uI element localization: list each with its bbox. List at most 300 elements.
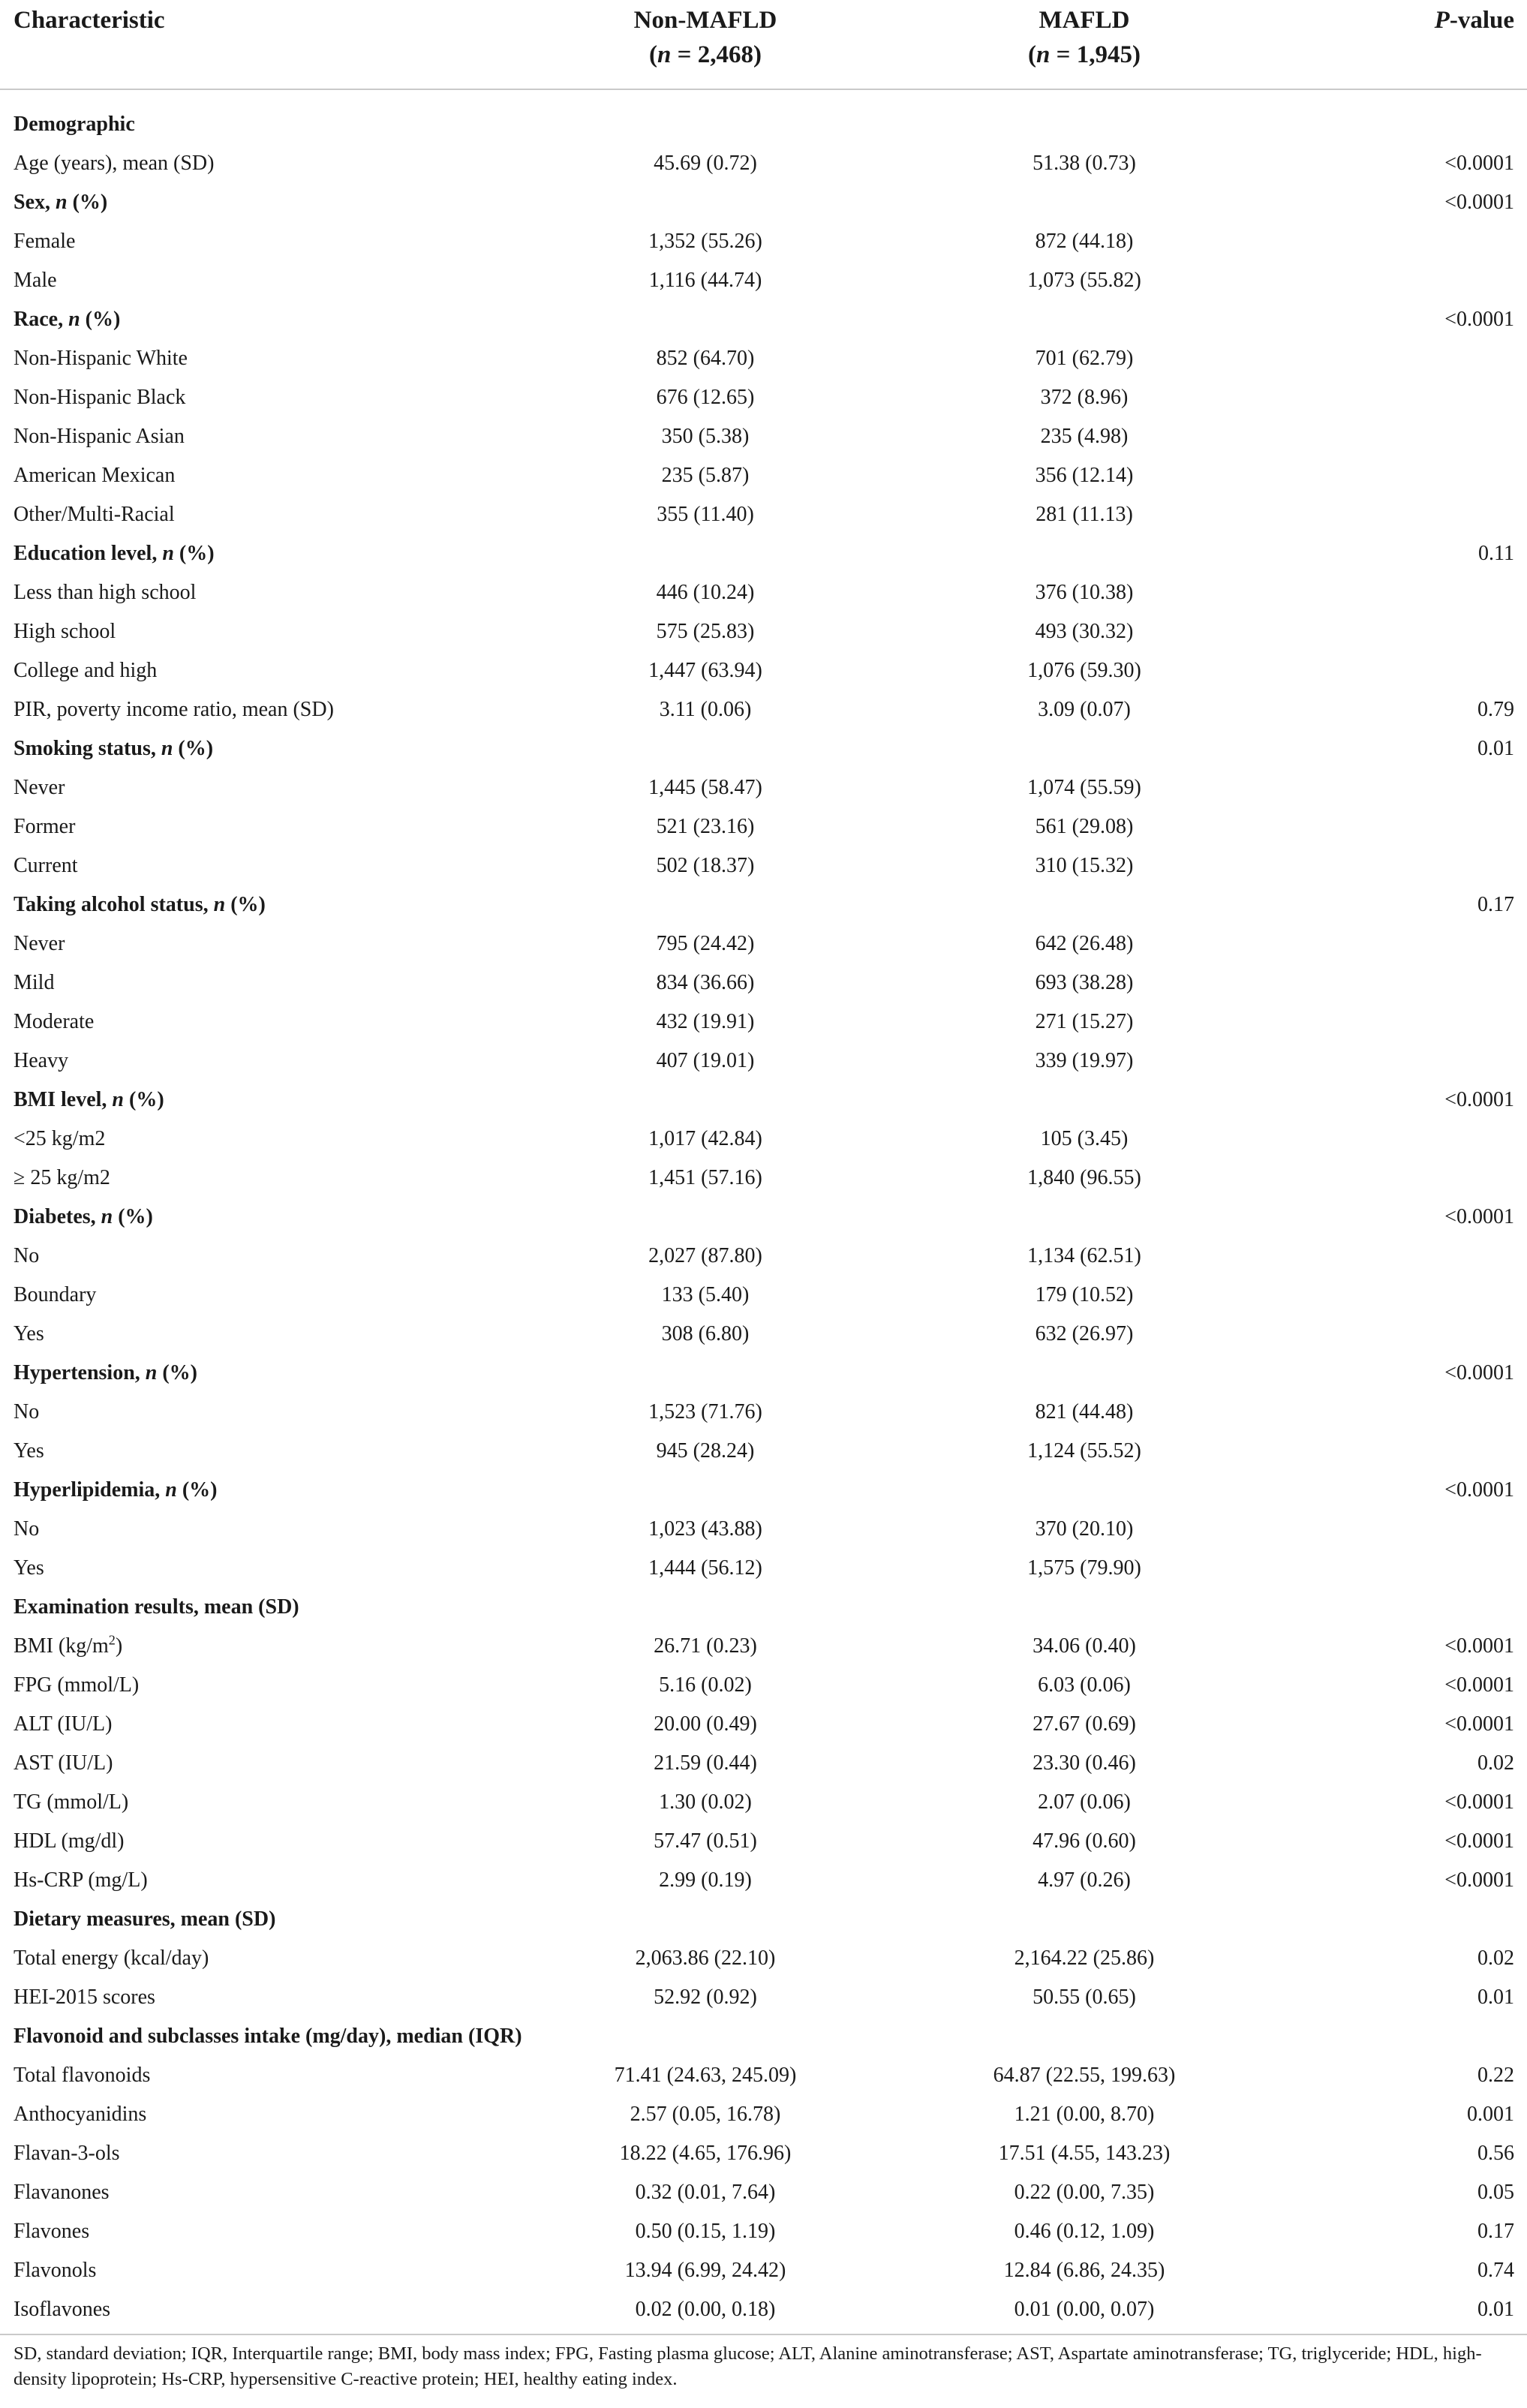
label-suffix: (%) — [225, 893, 266, 916]
n-italic: n — [68, 308, 80, 331]
mafld-value: 4.97 (0.26) — [1038, 1868, 1131, 1892]
mafld-value: 821 (44.48) — [1035, 1400, 1134, 1423]
non-mafld-value: 1,023 (43.88) — [648, 1517, 762, 1541]
mafld-value: 701 (62.79) — [1035, 347, 1134, 370]
mafld-value: 0.46 (0.12, 1.09) — [1014, 2220, 1155, 2243]
label-text: Boundary — [14, 1283, 97, 1306]
label-text: Race, — [14, 308, 69, 331]
label-text: No — [14, 1244, 40, 1267]
p-value: 0.56 — [1477, 2142, 1514, 2165]
table-row — [0, 222, 1527, 261]
p-value: 0.74 — [1477, 2259, 1514, 2282]
section-row — [0, 534, 1527, 573]
mafld-value: 642 (26.48) — [1035, 932, 1134, 955]
label-text: Current — [14, 854, 78, 877]
non-mafld-value: 5.16 (0.02) — [659, 1673, 752, 1697]
n-italic: n — [213, 893, 226, 916]
n-count: = 1,945) — [1050, 41, 1141, 68]
table-row — [0, 261, 1527, 300]
non-mafld-value: 355 (11.40) — [657, 503, 754, 526]
row-label — [14, 768, 65, 807]
row-label — [14, 2212, 89, 2251]
table-row — [0, 2212, 1527, 2251]
section-label — [14, 729, 213, 768]
table-row — [0, 612, 1527, 651]
row-label — [14, 261, 57, 300]
table-row — [0, 1432, 1527, 1471]
row-label — [14, 2251, 96, 2290]
mafld-value: 872 (44.18) — [1035, 230, 1134, 253]
p-value: 0.79 — [1477, 698, 1514, 721]
row-label — [14, 1159, 110, 1198]
mafld-value: 271 (15.27) — [1035, 1010, 1134, 1033]
row-label — [14, 964, 54, 1003]
n-italic: n — [165, 1478, 177, 1502]
non-mafld-value: 795 (24.42) — [656, 932, 755, 955]
non-mafld-value: 1,445 (58.47) — [648, 776, 762, 799]
n-italic: n — [1036, 41, 1051, 68]
label-text: Never — [14, 776, 65, 799]
row-label — [14, 1939, 209, 1978]
table-row — [0, 1939, 1527, 1978]
label-text: Hs-CRP (mg/L) — [14, 1868, 148, 1892]
table-row — [0, 2251, 1527, 2290]
table-footnote: SD, standard deviation; IQR, Interquartile range; BMI, body mass index; FPG, Fasting plasma glucose; ALT, Alanine aminotransferase; AST, Aspartate aminotransferase; TG, triglyceride; HDL, high-density lipoprotein; Hs-CRP, hypersensitive C-reactive protein; HEI, healthy eating index. — [14, 2343, 1482, 2389]
label-text: Smoking status, — [14, 737, 161, 760]
label-suffix: (%) — [124, 1088, 164, 1111]
label-text: Age (years), mean (SD) — [14, 152, 215, 175]
row-label — [14, 1237, 39, 1276]
p-value: 0.02 — [1477, 1751, 1514, 1775]
p-value: 0.02 — [1477, 1947, 1514, 1970]
label-text: BMI (kg/m — [14, 1634, 109, 1658]
non-mafld-value: 0.02 (0.00, 0.18) — [635, 2298, 776, 2321]
header-non-mafld-n: (n = 2,468) — [649, 41, 762, 68]
row-label — [14, 1120, 105, 1159]
row-label — [14, 378, 185, 417]
label-text: HDL (mg/dl) — [14, 1829, 125, 1853]
row-label — [14, 1042, 68, 1081]
non-mafld-value: 1,444 (56.12) — [648, 1556, 762, 1580]
mafld-value: 1.21 (0.00, 8.70) — [1014, 2103, 1155, 2126]
non-mafld-value: 26.71 (0.23) — [654, 1634, 757, 1658]
p-value: <0.0001 — [1444, 1205, 1514, 1228]
section-label — [14, 1471, 217, 1510]
label-text: Never — [14, 932, 65, 955]
header-p-value — [1435, 3, 1514, 38]
mafld-value: 235 (4.98) — [1040, 425, 1129, 448]
section-label — [14, 1900, 275, 1939]
section-label — [14, 1354, 197, 1393]
non-mafld-value: 575 (25.83) — [656, 620, 755, 643]
label-text: PIR, poverty income ratio, mean (SD) — [14, 698, 334, 721]
label-text: Former — [14, 815, 76, 838]
p-value: 0.001 — [1467, 2103, 1514, 2126]
p-value: <0.0001 — [1444, 1829, 1514, 1853]
row-label — [14, 573, 196, 612]
header-mafld-n: (n = 1,945) — [1028, 41, 1141, 68]
table-row — [0, 2134, 1527, 2173]
label-text: HEI-2015 scores — [14, 1986, 155, 2009]
label-text: Other/Multi-Racial — [14, 503, 175, 526]
p-value: 0.01 — [1477, 737, 1514, 760]
row-label — [14, 924, 65, 964]
non-mafld-value: 45.69 (0.72) — [654, 152, 757, 175]
section-row — [0, 1354, 1527, 1393]
label-text: Yes — [14, 1322, 44, 1345]
mafld-value: 51.38 (0.73) — [1033, 152, 1136, 175]
superscript: 2 — [108, 1632, 116, 1648]
table-row — [0, 378, 1527, 417]
label-text: Isoflavones — [14, 2298, 111, 2321]
row-label — [14, 339, 188, 378]
mafld-value: 0.22 (0.00, 7.35) — [1014, 2181, 1155, 2204]
label-text: No — [14, 1517, 40, 1541]
row-label — [14, 1549, 44, 1588]
p-value: <0.0001 — [1444, 1088, 1514, 1111]
non-mafld-value: 350 (5.38) — [661, 425, 750, 448]
p-value: 0.17 — [1477, 893, 1514, 916]
row-label — [14, 2290, 110, 2329]
non-mafld-value: 57.47 (0.51) — [654, 1829, 757, 1853]
mafld-value: 17.51 (4.55, 143.23) — [998, 2142, 1171, 2165]
p-value: 0.01 — [1477, 2298, 1514, 2321]
section-row — [0, 1471, 1527, 1510]
p-value: <0.0001 — [1444, 1478, 1514, 1502]
row-label — [14, 1393, 39, 1432]
non-mafld-value: 20.00 (0.49) — [654, 1712, 757, 1736]
table-row — [0, 924, 1527, 964]
row-label — [14, 2134, 120, 2173]
row-label — [14, 1822, 125, 1861]
non-mafld-value: 13.94 (6.99, 24.42) — [624, 2259, 786, 2282]
row-label — [14, 1666, 139, 1705]
section-label — [14, 534, 215, 573]
row-label — [14, 495, 175, 534]
non-mafld-value: 2.57 (0.05, 16.78) — [630, 2103, 781, 2126]
label-text: High school — [14, 620, 116, 643]
label-suffix: (%) — [80, 308, 121, 331]
section-row — [0, 1198, 1527, 1237]
mafld-value: 0.01 (0.00, 0.07) — [1014, 2298, 1155, 2321]
p-value: 0.17 — [1477, 2220, 1514, 2243]
label-suffix: (%) — [176, 1478, 218, 1502]
table-row — [0, 2095, 1527, 2134]
row-label — [14, 2095, 146, 2134]
label-suffix: (%) — [113, 1205, 153, 1228]
mafld-value: 12.84 (6.86, 24.35) — [1003, 2259, 1165, 2282]
table-row — [0, 2056, 1527, 2095]
table-row — [0, 2173, 1527, 2212]
header-mafld — [919, 3, 1249, 72]
non-mafld-value: 521 (23.16) — [656, 815, 755, 838]
table-row — [0, 1276, 1527, 1315]
non-mafld-value: 0.50 (0.15, 1.19) — [635, 2220, 776, 2243]
label-suffix: (%) — [67, 191, 108, 214]
section-row — [0, 729, 1527, 768]
table-row — [0, 1666, 1527, 1705]
mafld-value: 47.96 (0.60) — [1033, 1829, 1136, 1853]
label-text: Diabetes, — [14, 1205, 101, 1228]
table-row — [0, 846, 1527, 885]
label-text: Education level, — [14, 542, 163, 565]
label-text: Flavan-3-ols — [14, 2142, 120, 2165]
label-text: ALT (IU/L) — [14, 1712, 113, 1736]
label-text: No — [14, 1400, 40, 1423]
non-mafld-value: 71.41 (24.63, 245.09) — [614, 2064, 797, 2087]
p-value: <0.0001 — [1444, 1712, 1514, 1736]
table-row — [0, 417, 1527, 456]
mafld-value: 356 (12.14) — [1035, 464, 1134, 487]
section-row — [0, 1588, 1527, 1627]
label-text: BMI level, — [14, 1088, 113, 1111]
p-value: 0.22 — [1477, 2064, 1514, 2087]
mafld-value: 1,840 (96.55) — [1027, 1166, 1141, 1189]
non-mafld-value: 502 (18.37) — [656, 854, 755, 877]
label-text: Flavonoid and subclasses intake (mg/day), median (IQR) — [14, 2025, 522, 2048]
table-row — [0, 964, 1527, 1003]
non-mafld-value: 21.59 (0.44) — [654, 1751, 757, 1775]
table-row — [0, 768, 1527, 807]
section-label — [14, 105, 135, 144]
non-mafld-value: 446 (10.24) — [656, 581, 755, 604]
label-text: Flavonols — [14, 2259, 97, 2282]
label-text: Less than high school — [14, 581, 197, 604]
table-row — [0, 1978, 1527, 2017]
label-text: Hyperlipidemia, — [14, 1478, 166, 1502]
table-row — [0, 1705, 1527, 1744]
row-label — [14, 1276, 96, 1315]
mafld-value: 339 (19.97) — [1035, 1049, 1134, 1072]
mafld-value: 34.06 (0.40) — [1033, 1634, 1136, 1658]
n-italic: n — [657, 41, 672, 68]
header-non-mafld-title: Non-MAFLD — [633, 7, 777, 34]
p-value: 0.05 — [1477, 2181, 1514, 2204]
row-label — [14, 612, 116, 651]
mafld-value: 1,575 (79.90) — [1027, 1556, 1141, 1580]
non-mafld-value: 1,523 (71.76) — [648, 1400, 762, 1423]
row-label — [14, 417, 185, 456]
row-label — [14, 1978, 155, 2017]
table-body — [0, 105, 1527, 2329]
table-row — [0, 1042, 1527, 1081]
n-italic: n — [161, 737, 173, 760]
n-italic: n — [101, 1205, 113, 1228]
p-value: <0.0001 — [1444, 1868, 1514, 1892]
mafld-value: 493 (30.32) — [1035, 620, 1134, 643]
label-suffix: (%) — [157, 1361, 198, 1384]
header-non-mafld — [540, 3, 870, 72]
section-label — [14, 183, 107, 222]
row-label — [14, 1627, 122, 1666]
section-row — [0, 885, 1527, 924]
row-label — [14, 1744, 113, 1783]
label-text: Hypertension, — [14, 1361, 146, 1384]
row-label — [14, 144, 214, 183]
label-text: College and high — [14, 659, 158, 682]
non-mafld-value: 1.30 (0.02) — [659, 1790, 752, 1814]
label-text: Flavones — [14, 2220, 90, 2243]
mafld-value: 561 (29.08) — [1035, 815, 1134, 838]
label-text: Anthocyanidins — [14, 2103, 147, 2126]
table-row — [0, 144, 1527, 183]
non-mafld-value: 407 (19.01) — [656, 1049, 755, 1072]
p-value: <0.0001 — [1444, 1673, 1514, 1697]
n-italic: n — [56, 191, 68, 214]
section-row — [0, 1900, 1527, 1939]
label-text: Non-Hispanic Asian — [14, 425, 185, 448]
label-text: Male — [14, 269, 57, 292]
mafld-value: 179 (10.52) — [1035, 1283, 1134, 1306]
p-value: 0.01 — [1477, 1986, 1514, 2009]
n-italic: n — [145, 1361, 158, 1384]
mafld-value: 1,076 (59.30) — [1027, 659, 1141, 682]
label-text: Dietary measures, mean (SD) — [14, 1907, 276, 1931]
p-value: <0.0001 — [1444, 1634, 1514, 1658]
mafld-value: 281 (11.13) — [1036, 503, 1133, 526]
label-text: Female — [14, 230, 76, 253]
row-label — [14, 1003, 94, 1042]
mafld-value: 632 (26.97) — [1035, 1322, 1134, 1345]
non-mafld-value: 235 (5.87) — [661, 464, 750, 487]
row-label — [14, 456, 175, 495]
section-row — [0, 300, 1527, 339]
p-value: <0.0001 — [1444, 191, 1514, 214]
header-mafld-title: MAFLD — [1039, 7, 1130, 34]
mafld-value: 693 (38.28) — [1035, 971, 1134, 994]
mafld-value: 370 (20.10) — [1035, 1517, 1134, 1541]
section-row — [0, 183, 1527, 222]
non-mafld-value: 432 (19.91) — [656, 1010, 755, 1033]
table-row — [0, 1237, 1527, 1276]
table-row — [0, 1861, 1527, 1900]
label-text: Mild — [14, 971, 55, 994]
table-row — [0, 690, 1527, 729]
mafld-value: 372 (8.96) — [1040, 386, 1129, 409]
section-row — [0, 1081, 1527, 1120]
non-mafld-value: 1,451 (57.16) — [648, 1166, 762, 1189]
row-label — [14, 690, 334, 729]
table-row — [0, 651, 1527, 690]
mafld-value: 1,073 (55.82) — [1027, 269, 1141, 292]
p-value-rest: -value — [1449, 7, 1514, 34]
mafld-value: 310 (15.32) — [1035, 854, 1134, 877]
label-text: Total energy (kcal/day) — [14, 1947, 209, 1970]
table-row — [0, 1783, 1527, 1822]
label-text: Moderate — [14, 1010, 95, 1033]
non-mafld-value: 133 (5.40) — [661, 1283, 750, 1306]
mafld-value: 105 (3.45) — [1040, 1127, 1129, 1150]
bottom-rule — [0, 2334, 1527, 2335]
label-text: Yes — [14, 1439, 44, 1463]
p-value: <0.0001 — [1444, 152, 1514, 175]
table-row — [0, 807, 1527, 846]
table-row — [0, 1315, 1527, 1354]
p-value: <0.0001 — [1444, 308, 1514, 331]
n-italic: n — [112, 1088, 124, 1111]
row-label — [14, 651, 157, 690]
label-text: Non-Hispanic Black — [14, 386, 186, 409]
table-row — [0, 1549, 1527, 1588]
label-text: ≥ 25 kg/m2 — [14, 1166, 110, 1189]
label-text: AST (IU/L) — [14, 1751, 113, 1775]
table-row — [0, 1159, 1527, 1198]
row-label — [14, 1783, 128, 1822]
label-text: Examination results, mean (SD) — [14, 1595, 299, 1619]
section-label — [14, 1081, 164, 1120]
label-text: Total flavonoids — [14, 2064, 151, 2087]
row-label — [14, 1861, 148, 1900]
non-mafld-value: 18.22 (4.65, 176.96) — [619, 2142, 792, 2165]
non-mafld-value: 1,447 (63.94) — [648, 659, 762, 682]
mafld-value: 2.07 (0.06) — [1038, 1790, 1131, 1814]
mafld-value: 23.30 (0.46) — [1033, 1751, 1136, 1775]
n-count: = 2,468) — [671, 41, 762, 68]
label-text: Flavanones — [14, 2181, 110, 2204]
non-mafld-value: 2,027 (87.80) — [648, 1244, 762, 1267]
label-suffix: (%) — [173, 737, 214, 760]
mafld-value: 376 (10.38) — [1035, 581, 1134, 604]
label-text: Non-Hispanic White — [14, 347, 188, 370]
section-row — [0, 2017, 1527, 2056]
mafld-value: 27.67 (0.69) — [1033, 1712, 1136, 1736]
label-text: American Mexican — [14, 464, 176, 487]
p-italic: P — [1434, 7, 1450, 34]
non-mafld-value: 1,116 (44.74) — [648, 269, 762, 292]
mafld-value: 6.03 (0.06) — [1038, 1673, 1131, 1697]
table-row — [0, 1393, 1527, 1432]
non-mafld-value: 1,352 (55.26) — [648, 230, 762, 253]
p-value: <0.0001 — [1444, 1790, 1514, 1814]
table-header — [0, 0, 1527, 90]
mafld-value: 2,164.22 (25.86) — [1014, 1947, 1155, 1970]
non-mafld-value: 945 (28.24) — [656, 1439, 755, 1463]
non-mafld-value: 52.92 (0.92) — [654, 1986, 757, 2009]
label-text: Demographic — [14, 113, 135, 136]
section-label — [14, 1588, 299, 1627]
table-row — [0, 495, 1527, 534]
label-text: Yes — [14, 1556, 44, 1580]
row-label — [14, 222, 75, 261]
n-italic: n — [162, 542, 174, 565]
table-row — [0, 1510, 1527, 1549]
row-label — [14, 1510, 39, 1549]
table-row — [0, 1003, 1527, 1042]
row-label — [14, 1315, 44, 1354]
table-row — [0, 339, 1527, 378]
label-after: ) — [115, 1634, 123, 1658]
non-mafld-value: 308 (6.80) — [661, 1322, 750, 1345]
mafld-value: 50.55 (0.65) — [1033, 1986, 1136, 2009]
non-mafld-value: 1,017 (42.84) — [648, 1127, 762, 1150]
row-label — [14, 846, 78, 885]
header-characteristic: Characteristic — [14, 7, 165, 34]
table-row — [0, 2290, 1527, 2329]
non-mafld-value: 3.11 (0.06) — [659, 698, 752, 721]
non-mafld-value: 0.32 (0.01, 7.64) — [635, 2181, 776, 2204]
row-label — [14, 1432, 44, 1471]
label-text: Sex, — [14, 191, 56, 214]
table-row — [0, 1744, 1527, 1783]
section-row — [0, 105, 1527, 144]
table-row — [0, 573, 1527, 612]
non-mafld-value: 2.99 (0.19) — [659, 1868, 752, 1892]
table-row — [0, 456, 1527, 495]
row-label — [14, 807, 75, 846]
table-row — [0, 1120, 1527, 1159]
label-text: FPG (mmol/L) — [14, 1673, 140, 1697]
mafld-value: 1,074 (55.59) — [1027, 776, 1141, 799]
